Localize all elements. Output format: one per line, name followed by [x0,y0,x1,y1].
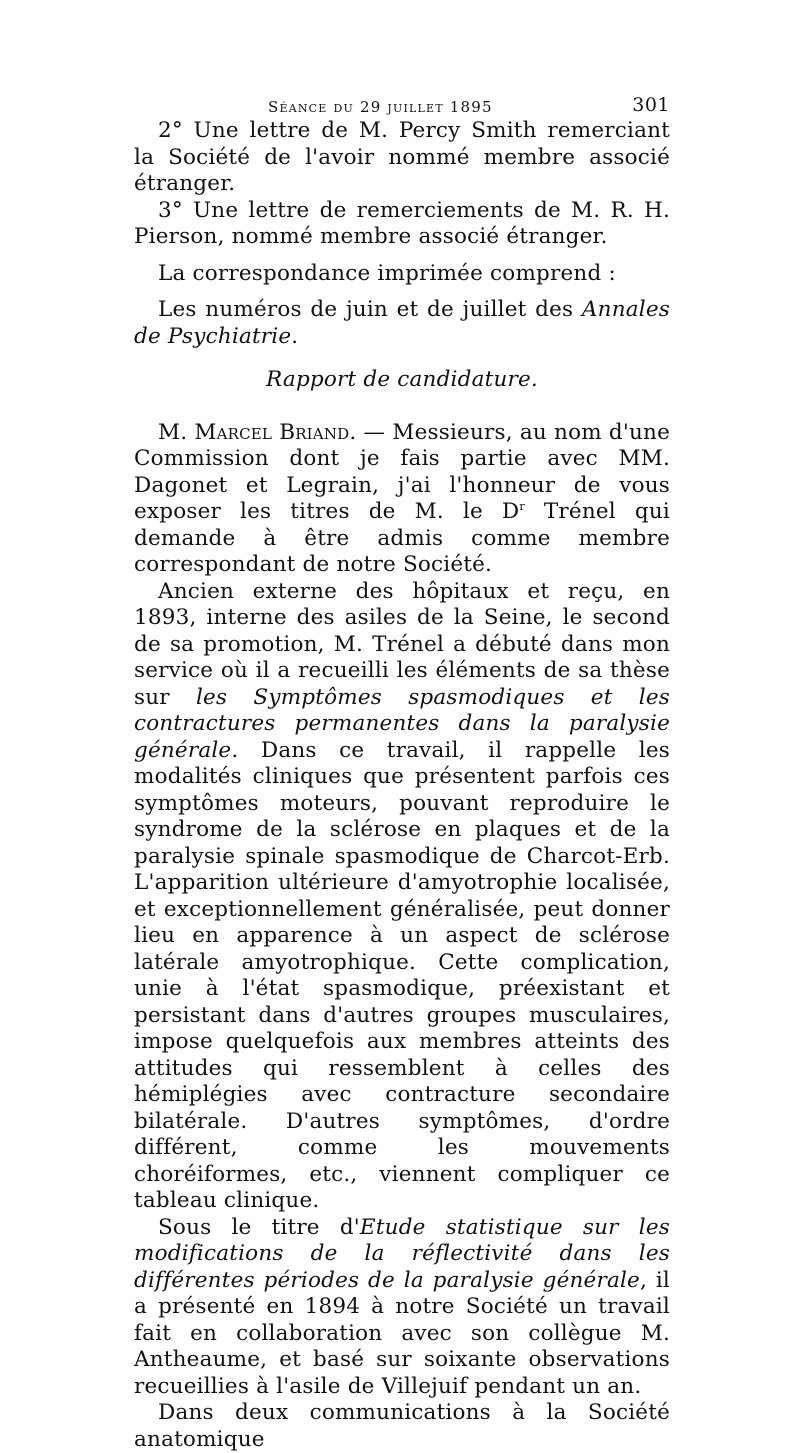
running-title: Séance du 29 juillet 1895 [268,98,493,116]
speaker-name: M. Marcel Briand. [158,419,357,445]
journals-end: . [291,323,299,349]
report-p2-b: Dans ce travail, il rappelle les modalités cliniques que présentent parfois ces symptômes moteurs, pouvant reproduire le syndrome de la sclérose en plaques et de la paralysie spinale spasmodique de Charcot-Erb. L'apparition ultérieure d'amyotrophie localisée, et exceptionnellement généralisée, peut donner lieu en apparence à un aspect de sclérose latérale amyotrophique. Cette complication, unie à l'état spasmodique, préexistant et persistant dans d'autres groupes musculaires, impose quelquefois aux membres atteints des attitudes qui ressemblent à celles des hémiplégies avec contracture secondaire bilatérale. D'autres symptômes, d'ordre différent, comme les mouvements choréiformes, etc., viennent compliquer ce tableau clinique. [134,737,670,1213]
report-p3-b: , il a présenté en 1894 à notre Société un travail fait en collaboration avec son collègue M. Antheaume, et basé sur soixante observations recueillies à l'asile de Villejuif pendant un an. [134,1267,670,1399]
report-paragraph-2 [134,579,670,1215]
report-p3-a: Sous le titre d' [158,1214,360,1240]
letter-item-3: 3° Une lettre de remerciements de M. R. H. Pierson, nommé membre associé étranger. [134,197,670,249]
running-header [134,92,670,118]
correspondence-journals [134,297,670,350]
page-number: 301 [632,94,670,116]
study-title: Etude statistique sur les modifications de la réflectivité dans les différentes périodes de la paralysie générale [134,1214,671,1293]
letter-item-2: 2° Une lettre de M. Percy Smith remerciant la Société de l'avoir nommé membre associé étranger. [134,118,670,196]
thesis-title: les Symptômes spasmodiques et les contractures permanentes dans la paralysie générale. [134,684,671,763]
report-paragraph-3 [134,1215,670,1401]
doctor-abbrev-sup: r [519,499,525,513]
book-page [134,92,670,1453]
report-p2-a: Ancien externe des hôpitaux et reçu, en 1893, interne des asiles de la Seine, le second de sa promotion, M. Trénel a débuté dans mon service où il a recueilli les éléments de sa thèse sur [134,578,670,710]
report-paragraph-1 [134,420,670,579]
report-p1-text: — Messieurs, au nom d'une Commission dont je fais partie avec MM. Dagonet et Legrain, j'ai l'honneur de vous exposer les titres de M. le D [134,419,670,524]
journal-title: Annales de Psychiatrie [134,297,670,349]
correspondence-intro: La correspondance imprimée comprend : [158,260,616,286]
report-paragraph-4: Dans deux communications à la Société anatomique [134,1400,670,1452]
journals-lead: Les numéros de juin et de juillet des [158,297,582,322]
section-heading: Rapport de candidature. [266,367,538,392]
report-p1-end: Trénel qui demande à être admis comme membre correspondant de notre Société. [134,499,670,577]
